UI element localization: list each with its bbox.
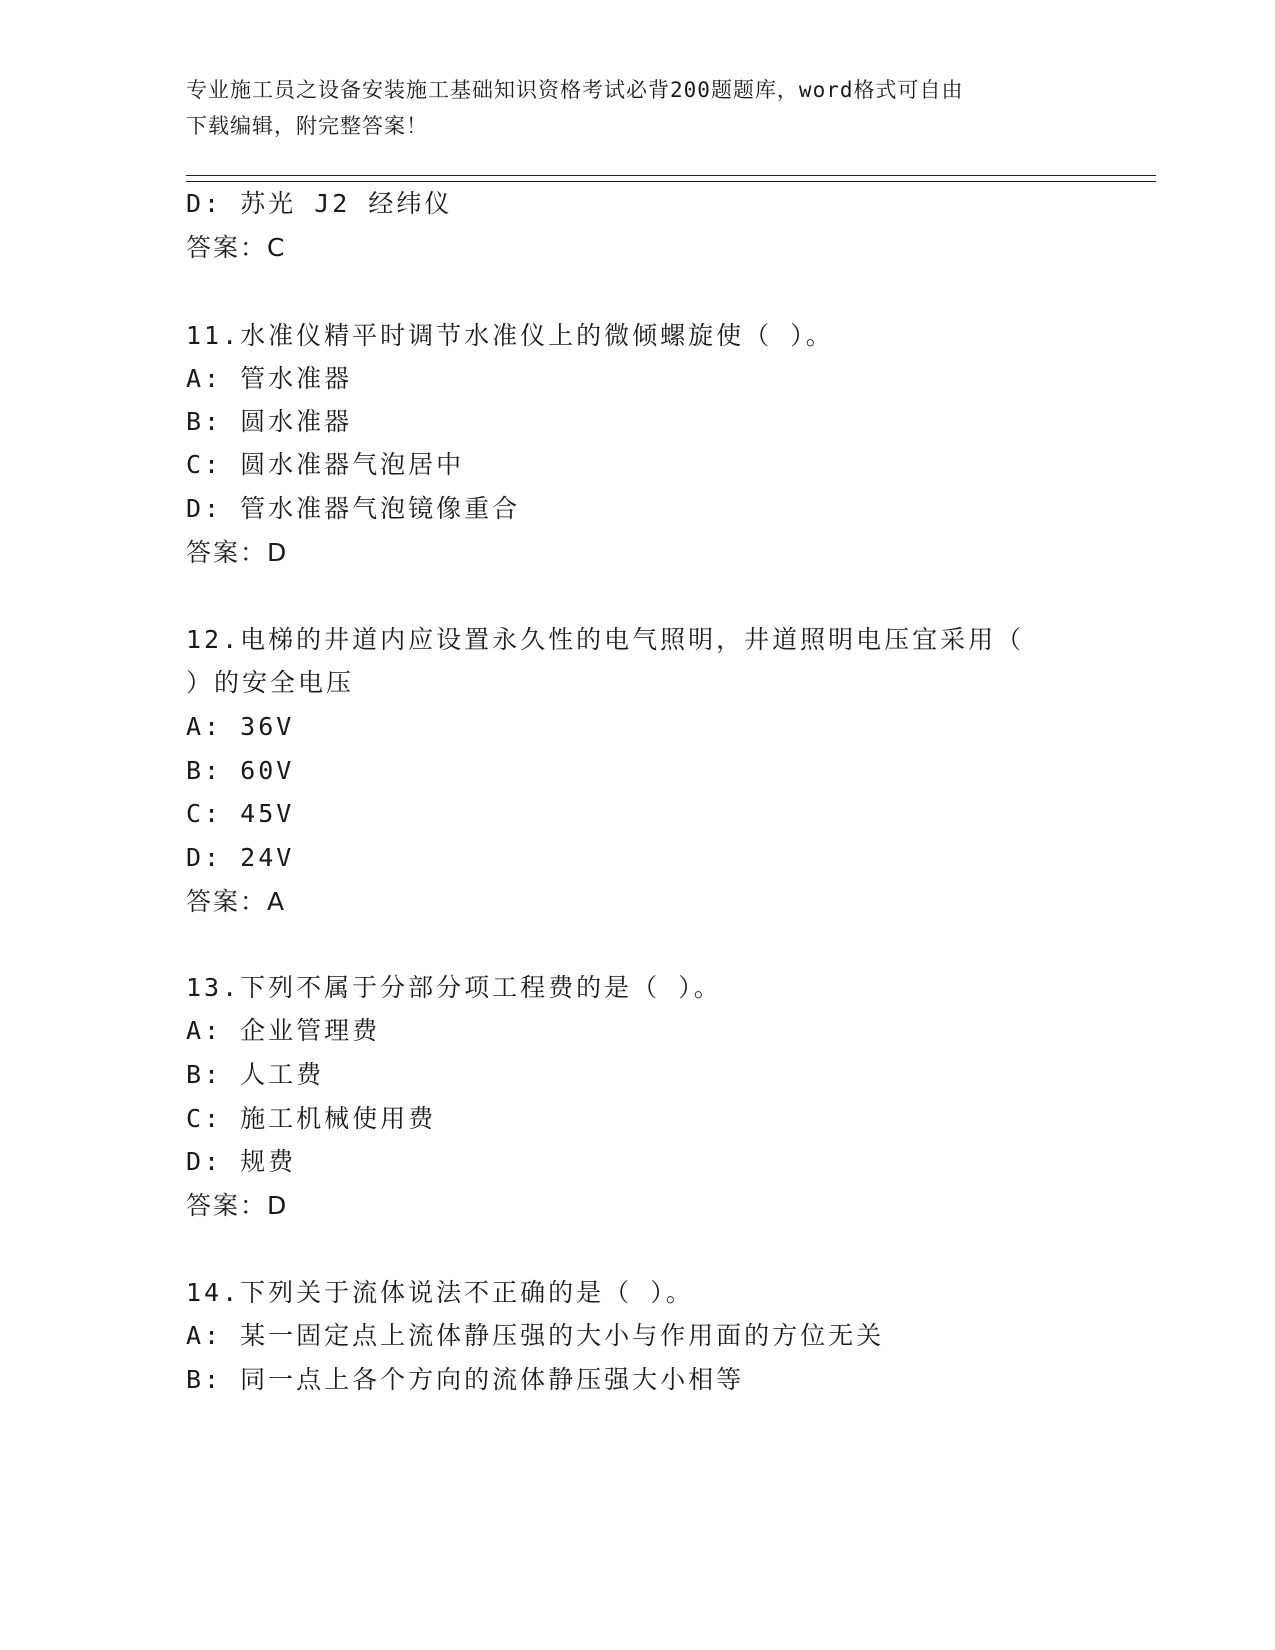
header-divider-bottom [186,181,1156,182]
q11-option-b: B: 圆水准器 [186,407,353,436]
q12-option-d: D: 24V [186,843,295,872]
q14-stem: 14.下列关于流体说法不正确的是（ ）。 [186,1278,694,1307]
header-line-1: 专业施工员之设备安装施工基础知识资格考试必背200题题库，word格式可自由 [186,78,964,102]
header-line-2: 下载编辑，附完整答案！ [186,114,428,138]
q11-option-a: A: 管水准器 [186,364,353,393]
q12-option-c: C: 45V [186,799,295,828]
q14-option-a: A: 某一固定点上流体静压强的大小与作用面的方位无关 [186,1321,885,1350]
q12-stem-line-1: 12.电梯的井道内应设置永久性的电气照明，井道照明电压宜采用（ [186,625,1025,654]
q12-option-b: B: 60V [186,756,295,785]
q13-stem: 13.下列不属于分部分项工程费的是（ ）。 [186,973,722,1002]
q10-option-d: D: 苏光 J2 经纬仪 [186,189,453,218]
q12-option-a: A: 36V [186,712,295,741]
q13-option-c: C: 施工机械使用费 [186,1104,437,1133]
q11-option-d: D: 管水准器气泡镜像重合 [186,494,521,523]
q13-option-a: A: 企业管理费 [186,1016,381,1045]
header-divider-top [186,175,1156,176]
q11-option-c: C: 圆水准器气泡居中 [186,450,465,479]
q13-answer: 答案：D [186,1191,289,1220]
document-header [186,72,1086,144]
q10-answer: 答案：C [186,233,287,262]
q12-stem-line-2: ）的安全电压 [186,668,355,697]
q14-option-b: B: 同一点上各个方向的流体静压强大小相等 [186,1365,745,1394]
q13-option-d: D: 规费 [186,1147,297,1176]
q13-option-b: B: 人工费 [186,1060,325,1089]
q11-answer: 答案：D [186,538,289,567]
q11-stem: 11.水准仪精平时调节水准仪上的微倾螺旋使（ ）。 [186,321,834,350]
q12-answer: 答案：A [186,887,287,916]
